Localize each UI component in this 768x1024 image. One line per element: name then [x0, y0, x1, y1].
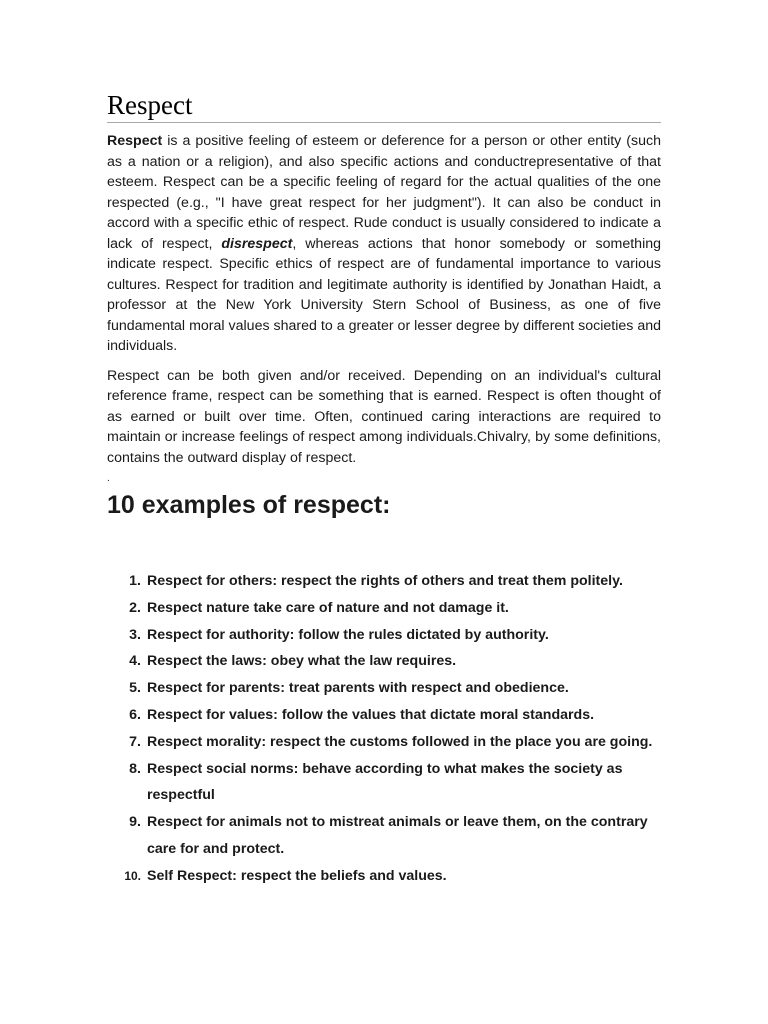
list-item: [107, 622, 661, 649]
list-item: [107, 675, 661, 702]
list-item: [107, 729, 661, 756]
list-item-number: 1.: [129, 573, 141, 589]
list-item-number: 8.: [129, 760, 141, 777]
list-item-text: Respect morality: respect the customs followed in the place you are going.: [147, 733, 653, 750]
intro-text-part1: is a positive feeling of esteem or deference for a person or other entity (such as a nation or a religion), and also specific actions and conductrepresentative of that esteem. Respect can be a specific feeling of regard for the actual qualities of the one respected (e.g., "I have great respect for her judgment"). It can also be conduct in accord with a specific ethic of respect. Rude conduct is usually considered to indicate a lack of respect,: [107, 133, 661, 252]
emphasis-term: disrespect: [221, 235, 293, 252]
list-item: [107, 863, 661, 890]
list-item-text: Respect for authority: follow the rules dictated by authority.: [147, 626, 549, 643]
list-item-text: Respect the laws: obey what the law requires.: [147, 653, 457, 670]
list-item-text: Respect for others: respect the rights of others and treat them politely.: [147, 573, 623, 589]
list-item-text: Self Respect: respect the beliefs and values.: [147, 867, 447, 884]
list-item: [107, 702, 661, 729]
list-item: [107, 756, 661, 810]
intro-paragraph: [107, 131, 661, 357]
list-item-text: Respect for animals not to mistreat animals or leave them, on the contrary care for and protect.: [147, 814, 648, 857]
list-item: [107, 648, 661, 675]
list-item-number: 4.: [129, 653, 141, 670]
list-item-number: 10.: [124, 868, 141, 883]
list-item-text: Respect for parents: treat parents with respect and obedience.: [147, 680, 569, 697]
intro-text-part2: , whereas actions that honor somebody or something indicate respect. Specific ethics of respect are of fundamental importance to various cultures. Respect for tradition and legitimate authority is identified by Jonathan Haidt, a professor at the New York University Stern School of Business, as one of five fundamental moral values shared to a greater or lesser degree by different societies and individuals.: [107, 235, 661, 354]
list-item-text: Respect for values: follow the values that dictate moral standards.: [147, 706, 595, 723]
list-item-number: 6.: [129, 706, 141, 723]
list-item-number: 9.: [129, 814, 141, 831]
examples-list: [107, 568, 661, 890]
list-item: [107, 809, 661, 863]
list-item: [107, 595, 661, 622]
list-item-number: 5.: [129, 680, 141, 697]
list-item-number: 2.: [129, 599, 141, 616]
lead-term: Respect: [107, 133, 163, 149]
list-item: [107, 568, 661, 595]
list-item-number: 3.: [129, 626, 141, 643]
separator-dot: .: [107, 473, 110, 484]
page-title: Respect: [107, 88, 661, 123]
document-page: [107, 88, 661, 890]
examples-heading: 10 examples of respect:: [107, 491, 391, 519]
list-item-number: 7.: [129, 733, 141, 750]
list-item-text: Respect nature take care of nature and not damage it.: [147, 599, 509, 616]
list-item-text: Respect social norms: behave according to what makes the society as respectful: [147, 760, 623, 804]
second-paragraph: Respect can be both given and/or received. Depending on an individual's cultural reference frame, respect can be something that is earned. Respect is often thought of as earned or built over time. Often, continued caring interactions are required to maintain or increase feelings of respect among individuals.Chivalry, by some definitions, contains the outward display of respect.: [107, 367, 661, 466]
